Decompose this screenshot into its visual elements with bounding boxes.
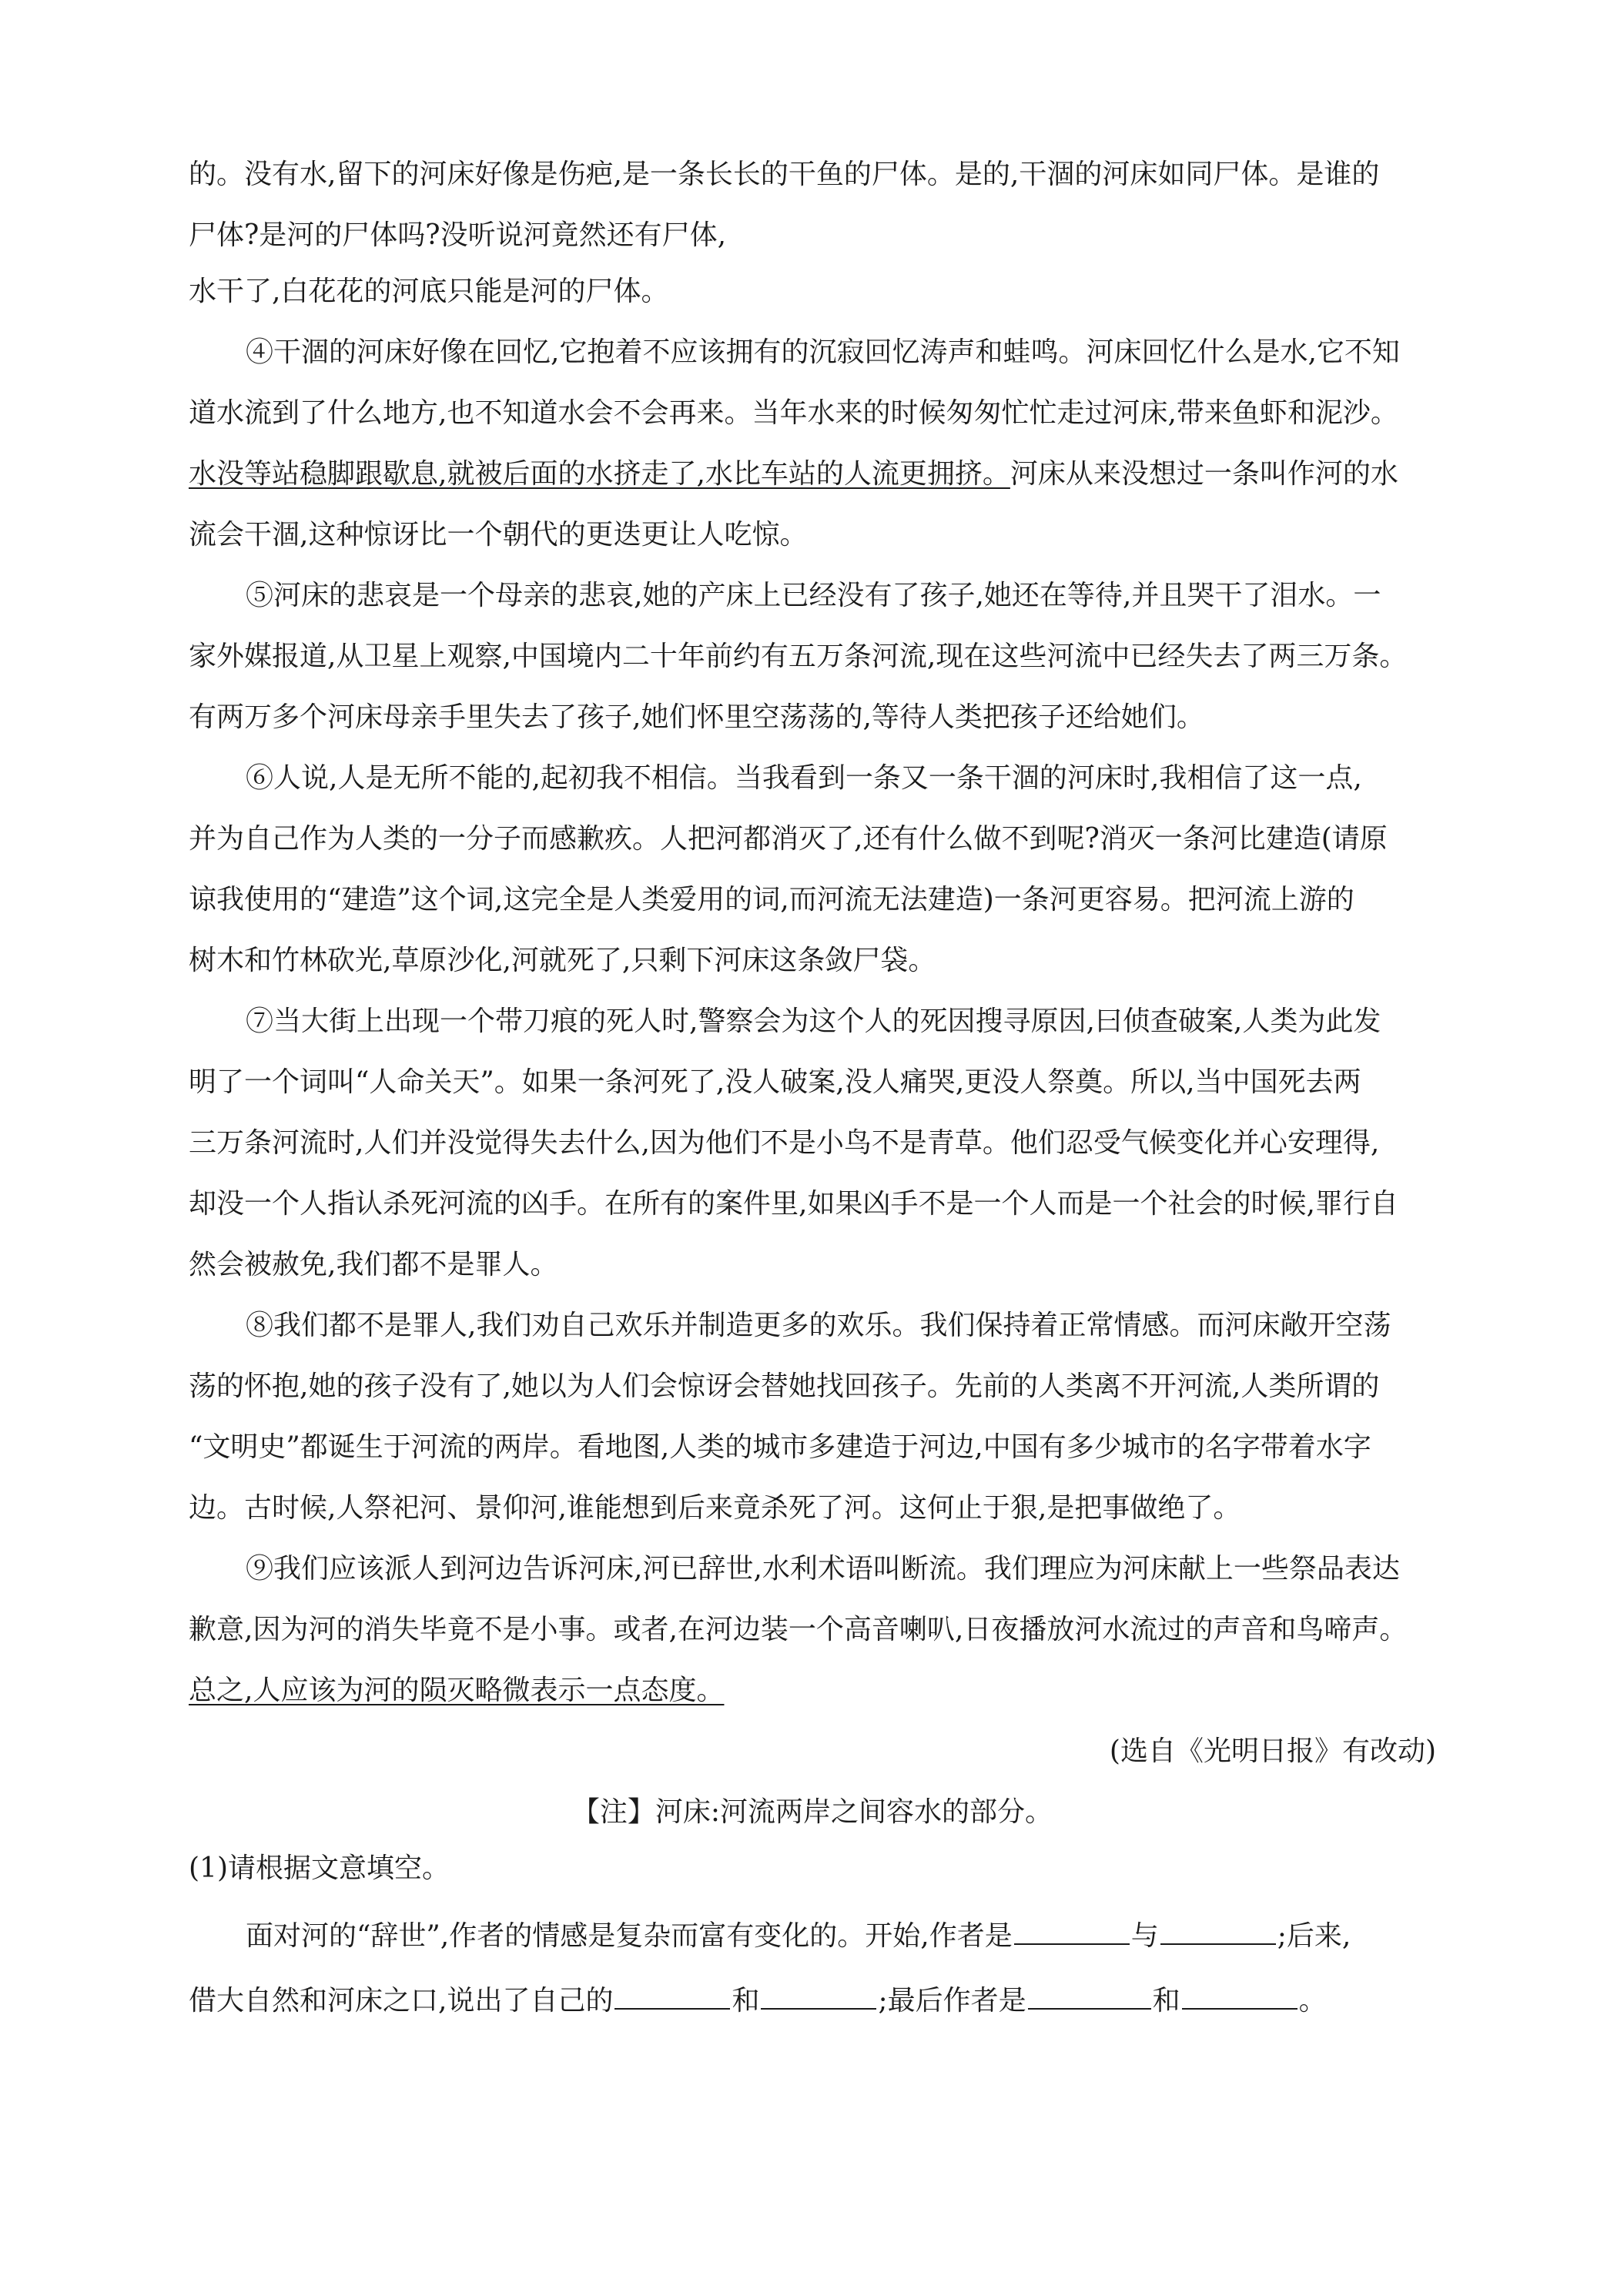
paragraph-9-line: 歉意,因为河的消失毕竟不是小事。或者,在河边装一个高音喇叭,日夜播放河水流过的声音和鸟啼声。 xyxy=(189,1614,1408,1645)
paragraph-5-line: 有两万多个河床母亲手里失去了孩子,她们怀里空荡荡的,等待人类把孩子还给她们。 xyxy=(189,701,1204,733)
answer-blank[interactable] xyxy=(1160,1916,1276,1945)
paragraph-7-line: 三万条河流时,人们并没觉得失去什么,因为他们不是小鸟不是青草。他们忍受气候变化并心安理得, xyxy=(189,1127,1380,1159)
question-title: (1)请根据文意填空。 xyxy=(189,1853,450,1884)
paragraph-4-line: ④干涸的河床好像在回忆,它抱着不应该拥有的沉寂回忆涛声和蛙鸣。河床回忆什么是水,它不知 xyxy=(246,336,1400,368)
paragraph-5-line: 家外媒报道,从卫星上观察,中国境内二十年前约有五万条河流,现在这些河流中已经失去了两三万条。 xyxy=(189,641,1408,672)
text-span: 面对河的“辞世”,作者的情感是复杂而富有变化的。开始,作者是 xyxy=(246,1920,1013,1952)
answer-blank[interactable] xyxy=(761,1980,876,2010)
text-span: 借大自然和河床之口,说出了自己的 xyxy=(189,1985,614,2017)
paragraph-4-line: 流会干涸,这种惊讶比一个朝代的更迭更让人吃惊。 xyxy=(189,519,808,551)
paragraph-9-line: ⑨我们应该派人到河边告诉河床,河已辞世,水利术语叫断流。我们理应为河床献上一些祭品表达 xyxy=(246,1553,1400,1585)
paragraph-8-line: 荡的怀抱,她的孩子没有了,她以为人们会惊讶会替她找回孩子。先前的人类离不开河流,人类所谓的 xyxy=(189,1371,1380,1402)
annotation-note: 【注】河床:河流两岸之间容水的部分。 xyxy=(571,1796,1053,1828)
text-span: ;最后作者是 xyxy=(878,1985,1026,2017)
paragraph-4-line xyxy=(189,457,1436,491)
paragraph-7-line: ⑦当大街上出现一个带刀痕的死人时,警察会为这个人的死因搜寻原因,曰侦查破案,人类为此发 xyxy=(246,1006,1381,1037)
paragraph-8-line: ⑧我们都不是罪人,我们劝自己欢乐并制造更多的欢乐。我们保持着正常情感。而河床敞开空荡 xyxy=(246,1310,1391,1341)
text-span: 。 xyxy=(1298,1985,1327,2017)
paragraph-8-line: “文明史”都诞生于河流的两岸。看地图,人类的城市多建造于河边,中国有多少城市的名字带着水字 xyxy=(189,1431,1371,1463)
paragraph-8-line: 边。古时候,人祭祀河、景仰河,谁能想到后来竟杀死了河。这何止于狠,是把事做绝了。 xyxy=(189,1492,1241,1524)
text-line: 的。没有水,留下的河床好像是伤疤,是一条长长的干鱼的尸体。是的,干涸的河床如同尸体。是谁的 xyxy=(189,159,1380,190)
paragraph-6-line: 并为自己作为人类的一分子而感歉疚。人把河都消灭了,还有什么做不到呢?消灭一条河比建造(请原 xyxy=(189,823,1388,855)
paragraph-6-line: 树木和竹林砍光,草原沙化,河就死了,只剩下河床这条敛尸袋。 xyxy=(189,945,936,976)
answer-blank[interactable] xyxy=(1014,1916,1130,1945)
text-span: 与 xyxy=(1130,1920,1159,1952)
text-span: ;后来, xyxy=(1277,1920,1351,1952)
paragraph-5-line: ⑤河床的悲哀是一个母亲的悲哀,她的产床上已经没有了孩子,她还在等待,并且哭干了泪水。一 xyxy=(246,580,1381,611)
source-citation: (选自《光明日报》有改动) xyxy=(1109,1735,1436,1767)
answer-blank[interactable] xyxy=(614,1980,730,2010)
text-line: 水干了,白花花的河底只能是河的尸体。 xyxy=(189,276,669,307)
underlined-sentence: 总之,人应该为河的陨灭略微表示一点态度。 xyxy=(189,1675,725,1706)
paragraph-7-line: 然会被赦免,我们都不是罪人。 xyxy=(189,1249,558,1280)
answer-blank[interactable] xyxy=(1182,1980,1298,2010)
paragraph-4-line: 道水流到了什么地方,也不知道水会不会再来。当年水来的时候匆匆忙忙走过河床,带来鱼虾和泥沙。 xyxy=(189,397,1398,429)
answer-blank[interactable] xyxy=(1028,1980,1151,2010)
text-line: 尸体?是河的尸体吗?没听说河竟然还有尸体, xyxy=(189,219,727,251)
paragraph-6-line: ⑥人说,人是无所不能的,起初我不相信。当我看到一条又一条干涸的河床时,我相信了这一点, xyxy=(246,762,1362,794)
paragraph-6-line: 谅我使用的“建造”这个词,这完全是人类爱用的词,而河流无法建造)一条河更容易。把河流上游的 xyxy=(189,884,1354,915)
paragraph-7-line: 却没一个人指认杀死河流的凶手。在所有的案件里,如果凶手不是一个人而是一个社会的时候,罪行自 xyxy=(189,1188,1398,1220)
article-page xyxy=(189,158,1436,2018)
text-span: 和 xyxy=(732,1985,760,2017)
text-span: 和 xyxy=(1152,1985,1180,2017)
question-line xyxy=(189,1916,1436,1953)
paragraph-7-line: 明了一个词叫“人命关天”。如果一条河死了,没人破案,没人痛哭,更没人祭奠。所以,当中国死去两 xyxy=(189,1066,1361,1098)
question-line xyxy=(189,1980,1436,2018)
text-span: 河床从来没想过一条叫作河的水 xyxy=(1010,458,1398,490)
underlined-sentence: 水没等站稳脚跟歇息,就被后面的水挤走了,水比车站的人流更拥挤。 xyxy=(189,458,1010,490)
paragraph-9-line xyxy=(189,1674,1436,1708)
